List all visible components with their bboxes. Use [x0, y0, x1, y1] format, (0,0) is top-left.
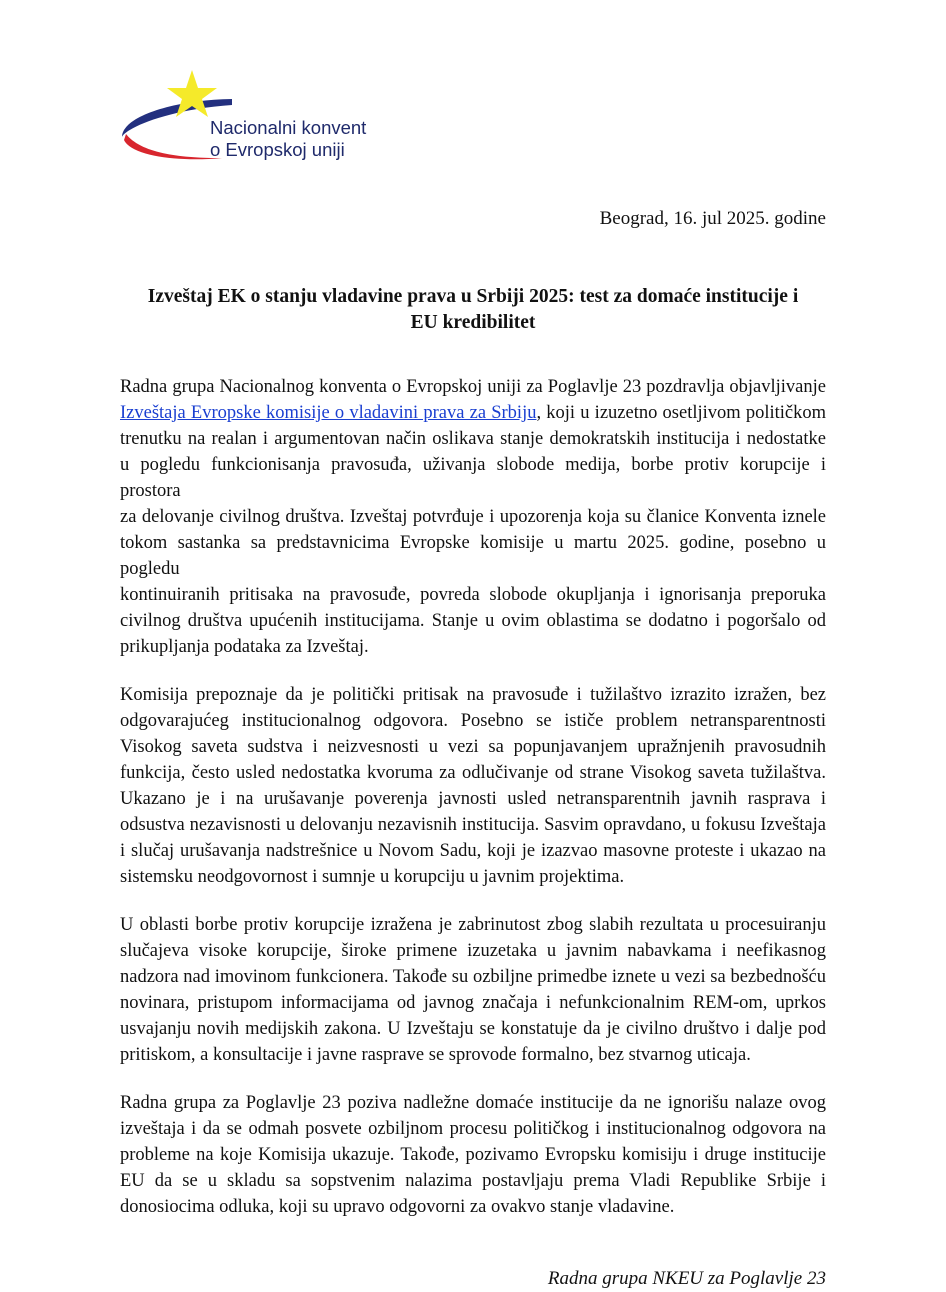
document-title [120, 284, 826, 336]
paragraph-line [120, 452, 826, 504]
paragraph-line [120, 1168, 826, 1194]
paragraph-line [120, 504, 826, 530]
line-text: donosiocima odluka, koji su upravo odgovorni za ovakvo stanje vladavine. [120, 1197, 675, 1217]
paragraph-line [120, 964, 826, 990]
line-text: prikupljanja podataka za Izveštaj. [120, 637, 369, 657]
paragraph-line [120, 912, 826, 938]
line-text: tokom sastanka sa predstavnicima Evropske komisije u martu 2025. godine, posebno u pogledu [120, 533, 826, 579]
line-text: izveštaja i da se odmah posvete ozbiljnom procesu političkog i institucionalnog odgovora na [120, 1119, 826, 1139]
line-text: U oblasti borbe protiv korupcije izražena je zabrinutost zbog slabih rezultata u procesuiranju [120, 915, 826, 935]
line-text: kontinuiranih pritisaka na pravosuđe, povreda slobode okupljanja i ignorisanja preporuka [120, 585, 826, 605]
paragraph-line [120, 634, 826, 660]
paragraph-line [120, 1016, 826, 1042]
line-text: Radna grupa za Poglavlje 23 poziva nadležne domaće institucije da ne ignorišu nalaze ovog [120, 1093, 826, 1113]
document-date: Beograd, 16. jul 2025. godine [599, 208, 826, 229]
line-text: za delovanje civilnog društva. Izveštaj potvrđuje i upozorenja koja su članice Konventa iznele [120, 507, 826, 527]
line-text: nadzora nad imovinom funkcionera. Takođe su ozbiljne primedbe iznete u vezi sa bezbednošću [120, 967, 826, 987]
line-text: civilnog društva upućenih institucijama. Stanje u ovim oblastima se dodatno i pogoršalo od [120, 611, 826, 631]
line-text: Radna grupa Nacionalnog konventa o Evropskoj uniji za Poglavlje 23 pozdravlja objavljivanje [120, 377, 826, 397]
logo-text [210, 117, 366, 161]
line-text: odsustva nezavisnosti u delovanju nezavisnih institucija. Sasvim opravdano, u fokusu Izveštaja [120, 815, 826, 835]
line-text: novinara, pristupom informacijama od javnog značaja i nefunkcionalnim REM-om, uprkos [120, 993, 826, 1013]
title-line: Izveštaj EK o stanju vladavine prava u Srbiji 2025: test za domaće institucije i [147, 286, 799, 307]
paragraph-line [120, 608, 826, 634]
paragraph-line [120, 400, 826, 426]
paragraph-line [120, 734, 826, 760]
line-text: , koji u izuzetno osetljivom političkom [536, 403, 826, 423]
paragraph-line [120, 938, 826, 964]
document-body [120, 206, 826, 1292]
report-link[interactable]: Izveštaja Evropske komisije o vladavini prava za Srbiju [120, 403, 537, 423]
line-text: pritiskom, a konsultacije i javne rasprave se sprovode formalno, bez stvarnog uticaja. [120, 1045, 751, 1065]
paragraph-line [120, 1090, 826, 1116]
paragraph-line [120, 1194, 826, 1220]
line-text: Visokog saveta sudstva i neizvesnosti u vezi sa popunjavanjem upražnjenih pravosudnih [120, 737, 826, 757]
line-text: u pogledu funkcionisanja pravosuđa, uživanja slobode medija, borbe protiv korupcije i prostora [120, 455, 826, 501]
line-text: trenutku na realan i argumentovan način oslikava stanje demokratskih institucija i nedostatke [120, 429, 826, 449]
paragraph-line [120, 1142, 826, 1168]
line-text: Ukazano je i na urušavanje poverenja javnosti usled netransparentnih javnih rasprava i [120, 789, 826, 809]
paragraph-4 [120, 1090, 826, 1220]
paragraph-line [120, 582, 826, 608]
paragraph-line [120, 682, 826, 708]
title-line: EU kredibilitet [410, 312, 536, 333]
paragraph-line [120, 708, 826, 734]
signature: Radna grupa NKEU za Poglavlje 23 [547, 1268, 826, 1289]
paragraph-2 [120, 682, 826, 890]
line-text: sistemsku neodgovornost i sumnje u korupciju u javnim projektima. [120, 867, 625, 887]
logo-line-1: Nacionalni konvent [210, 117, 367, 138]
line-text: probleme na koje Komisija ukazuje. Takođe, pozivamo Evropsku komisiju i druge institucije [120, 1145, 826, 1165]
logo-line-2: o Evropskoj uniji [210, 139, 345, 160]
paragraph-line [120, 990, 826, 1016]
line-text: slučajeva visoke korupcije, široke primene izuzetaka u javnim nabavkama i neefikasnog [120, 941, 826, 961]
line-text: odgovarajućeg institucionalnog odgovora. Posebno se ističe problem netransparentnosti [120, 711, 826, 731]
paragraph-line [120, 374, 826, 400]
paragraph-3 [120, 912, 826, 1068]
paragraph-line [120, 838, 826, 864]
line-text: funkcija, često usled nedostatka kvoruma za odlučivanje od strane Visokog saveta tužilaštva. [120, 763, 826, 783]
paragraph-line [120, 760, 826, 786]
paragraph-1 [120, 374, 826, 660]
paragraph-line [120, 864, 826, 890]
paragraph-line [120, 1116, 826, 1142]
paragraph-line [120, 1042, 826, 1068]
paragraph-line [120, 426, 826, 452]
line-text: i slučaj urušavanja nadstrešnice u Novom Sadu, koji je izazvao masovne proteste i ukazao na [120, 841, 826, 861]
line-text: EU da se u skladu sa sopstvenim nalazima postavljaju prema Vladi Republike Srbije i [120, 1171, 826, 1191]
line-text: Komisija prepoznaje da je politički pritisak na pravosuđe i tužilaštvo izrazito izražen, bez [120, 685, 826, 705]
paragraph-line [120, 786, 826, 812]
paragraph-line [120, 530, 826, 582]
paragraph-line [120, 812, 826, 838]
line-text: usvajanju novih medijskih zakona. U Izveštaju se konstatuje da je civilno društvo i dalje pod [120, 1019, 826, 1039]
